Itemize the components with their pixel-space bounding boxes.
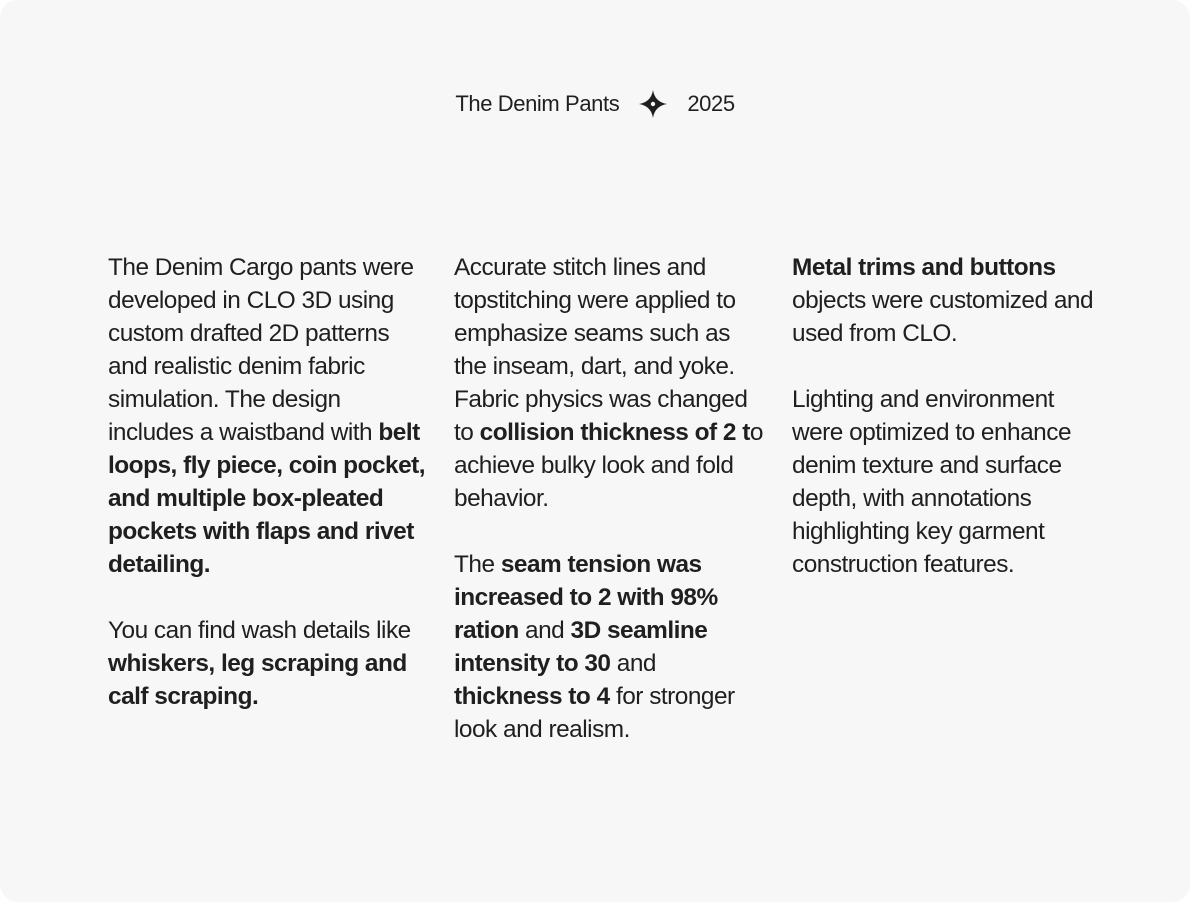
paragraph: [792, 251, 1110, 350]
paragraph: [792, 383, 1110, 581]
text-segment: and: [518, 617, 571, 644]
text-segment: The: [454, 551, 501, 578]
text-segment: You can find wash details like: [108, 617, 411, 644]
text-segment: and: [610, 650, 656, 677]
column-construction: [108, 251, 426, 746]
paragraph: [108, 614, 426, 713]
bold-text: 3D seamline intensity to 30: [454, 617, 708, 677]
paragraph: [108, 251, 426, 581]
paragraph: [454, 548, 766, 746]
bold-text: whiskers, leg scraping and calf scraping.: [108, 650, 407, 710]
bold-text: collision thickness of 2 t: [479, 419, 750, 446]
header: [0, 84, 1190, 124]
bold-text: thickness to 4: [454, 683, 610, 710]
text-segment: o achieve bulky look and fold behavior.: [454, 419, 763, 512]
text-segment: for stronger look and realism.: [454, 683, 735, 743]
bold-text: seam tension was increased to 2 with 98% ration: [454, 551, 718, 644]
text-segment: Lighting and environment were optimized to enhance denim texture and surface depth, with annotations highlighting key garment construction features.: [792, 386, 1072, 578]
project-title: The Denim Pants: [455, 91, 620, 116]
four-point-star-icon: [639, 90, 667, 118]
bold-text: belt loops, fly piece, coin pocket, and multiple box-pleated pockets with flaps and rivet detailing.: [108, 419, 426, 578]
paragraph: [454, 251, 766, 515]
text-segment: Accurate stitch lines and topstitching were applied to emphasize seams such as the inseam, dart, and yoke. Fabric physics was changed to: [454, 254, 748, 446]
bold-text: Metal trims and buttons: [792, 254, 1056, 281]
text-segment: objects were customized and used from CLO.: [792, 287, 1094, 347]
text-segment: The Denim Cargo pants were developed in CLO 3D using custom drafted 2D patterns and realistic denim fabric simulation. The design includes a waistband with: [108, 254, 414, 446]
column-stitching: [454, 251, 766, 779]
project-year: 2025: [687, 91, 735, 116]
column-trims-lighting: [792, 251, 1110, 614]
